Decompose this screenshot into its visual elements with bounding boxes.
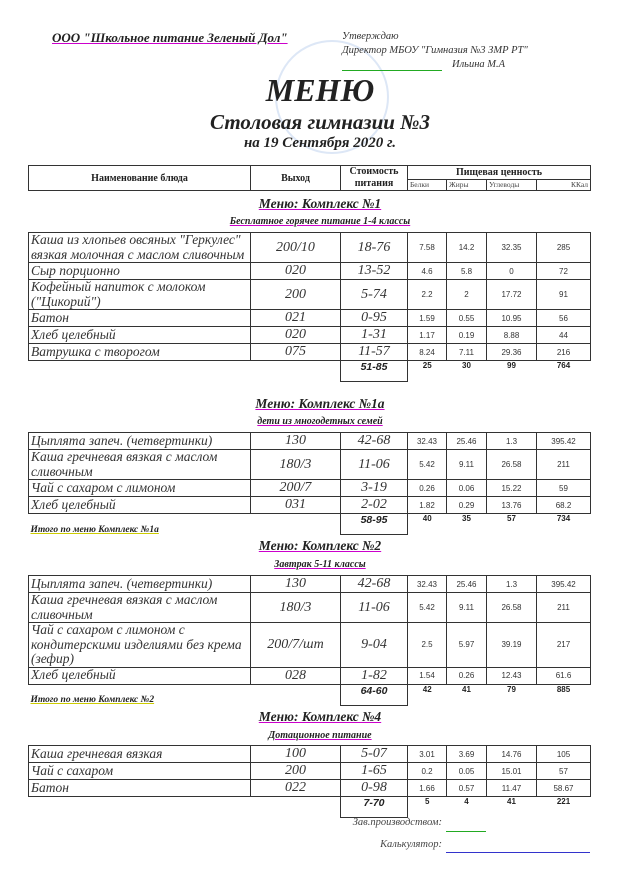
header-output: Выход <box>251 166 341 191</box>
dish-carbs: 39.19 <box>487 623 537 668</box>
production-head-label: Зав.производством: <box>352 817 442 828</box>
table-row <box>29 310 591 327</box>
dish-kcal: 56 <box>537 310 591 327</box>
dish-protein: 2.5 <box>408 623 447 668</box>
dish-protein: 7.58 <box>408 233 447 263</box>
dish-name: Кофейный напиток с молоком ("Цикорий") <box>29 280 251 310</box>
dish-kcal: 68.2 <box>537 497 591 514</box>
dish-output: 031 <box>251 497 341 514</box>
total-fat: 30 <box>462 361 471 370</box>
total-kcal: 221 <box>556 797 571 806</box>
page-subtitle: Столовая гимназии №3 <box>210 110 430 134</box>
total-fat: 35 <box>462 514 471 523</box>
dish-output: 200/7/шт <box>251 623 341 668</box>
dish-output: 130 <box>251 433 341 450</box>
dish-cost: 9-04 <box>341 623 408 668</box>
total-carbs: 41 <box>507 797 516 806</box>
menu-table <box>28 745 591 818</box>
dish-cost: 5-07 <box>341 746 408 763</box>
dish-name: Чай с сахаром с лимоном <box>29 480 251 497</box>
dish-output: 180/3 <box>251 593 341 623</box>
total-protein: 40 <box>422 514 432 523</box>
dish-kcal: 61.6 <box>537 667 591 684</box>
section-title <box>0 538 640 554</box>
dish-name: Ватрушка с творогом <box>29 344 251 361</box>
dish-cost: 0-98 <box>341 780 408 797</box>
production-head-signature-line <box>446 831 486 832</box>
dish-carbs: 0 <box>487 263 537 280</box>
total-label <box>29 797 341 818</box>
dish-name: Каша гречневая вязкая с маслом сливочным <box>29 450 251 480</box>
dish-kcal: 105 <box>537 746 591 763</box>
dish-output: 180/3 <box>251 450 341 480</box>
dish-cost: 1-65 <box>341 763 408 780</box>
dish-cost: 2-02 <box>341 497 408 514</box>
total-fat: 4 <box>464 797 469 806</box>
dish-protein: 8.24 <box>408 344 447 361</box>
header-carbs: Углеводы <box>487 179 537 190</box>
dish-fat: 5.97 <box>447 623 487 668</box>
dish-output: 200/7 <box>251 480 341 497</box>
header-name: Наименование блюда <box>29 166 251 191</box>
dish-protein: 1.59 <box>408 310 447 327</box>
menu-date: на 19 Сентября 2020 г. <box>243 135 397 151</box>
dish-name: Батон <box>29 780 251 797</box>
section-subtitle-text: дети из многодетных семей <box>257 416 383 427</box>
table-row <box>29 497 591 514</box>
total-protein: 42 <box>422 684 432 694</box>
dish-name: Хлеб целебный <box>29 497 251 514</box>
dish-kcal: 44 <box>537 327 591 344</box>
dish-fat: 0.26 <box>447 667 487 684</box>
dish-protein: 1.66 <box>408 780 447 797</box>
table-row <box>29 280 591 310</box>
dish-fat: 0.06 <box>447 480 487 497</box>
total-row <box>29 514 591 535</box>
dish-carbs: 12.43 <box>487 667 537 684</box>
section-subtitle-text: Бесплатное горячее питание 1-4 классы <box>229 216 411 227</box>
dish-output: 021 <box>251 310 341 327</box>
table-row <box>29 667 591 684</box>
approver-name: Ильина М.А <box>452 59 506 70</box>
dish-output: 075 <box>251 344 341 361</box>
dish-kcal: 217 <box>537 623 591 668</box>
dish-output: 020 <box>251 327 341 344</box>
approver-position: Директор МБОУ "Гимназия №3 ЗМР РТ" <box>342 45 528 56</box>
dish-protein: 2.2 <box>408 280 447 310</box>
dish-kcal: 216 <box>537 344 591 361</box>
dish-cost: 1-31 <box>341 327 408 344</box>
dish-protein: 3.01 <box>408 746 447 763</box>
dish-name: Батон <box>29 310 251 327</box>
dish-protein: 5.42 <box>408 593 447 623</box>
menu-table <box>28 432 591 535</box>
dish-output: 200/10 <box>251 233 341 263</box>
dish-name: Чай с сахаром с лимоном с кондитерскими изделиями без крема (зефир) <box>29 623 251 668</box>
dish-carbs: 15.22 <box>487 480 537 497</box>
dish-name: Каша из хлопьев овсяных "Геркулес" вязкая молочная с маслом сливочным <box>29 233 251 263</box>
section-title-text: Меню: Комплекс №2 <box>258 538 382 553</box>
dish-fat: 25.46 <box>447 576 487 593</box>
dish-name: Каша гречневая вязкая <box>29 746 251 763</box>
dish-output: 022 <box>251 780 341 797</box>
dish-cost: 42-68 <box>341 433 408 450</box>
dish-fat: 0.57 <box>447 780 487 797</box>
total-kcal: 764 <box>556 361 571 370</box>
dish-protein: 1.54 <box>408 667 447 684</box>
dish-carbs: 26.58 <box>487 593 537 623</box>
dish-protein: 5.42 <box>408 450 447 480</box>
dish-fat: 0.19 <box>447 327 487 344</box>
header-fat: Жиры <box>447 179 487 190</box>
section-title <box>0 396 640 412</box>
dish-carbs: 29.36 <box>487 344 537 361</box>
dish-kcal: 285 <box>537 233 591 263</box>
dish-cost: 5-74 <box>341 280 408 310</box>
total-row <box>29 361 591 382</box>
dish-carbs: 13.76 <box>487 497 537 514</box>
table-row <box>29 593 591 623</box>
dish-name: Цыплята запеч. (четвертинки) <box>29 576 251 593</box>
dish-cost: 11-06 <box>341 450 408 480</box>
dish-carbs: 1.3 <box>487 433 537 450</box>
header-kcal: ККал <box>537 179 591 190</box>
total-carbs: 79 <box>507 684 516 694</box>
dish-kcal: 211 <box>537 593 591 623</box>
total-carbs: 99 <box>507 361 516 370</box>
section-subtitle <box>0 730 640 741</box>
dish-fat: 14.2 <box>447 233 487 263</box>
section-title-text: Меню: Комплекс №1 <box>258 196 382 211</box>
dish-cost: 18-76 <box>341 233 408 263</box>
total-carbs: 57 <box>507 514 516 523</box>
dish-carbs: 11.47 <box>487 780 537 797</box>
dish-fat: 2 <box>447 280 487 310</box>
dish-output: 200 <box>251 763 341 780</box>
total-fat: 41 <box>462 684 471 694</box>
dish-output: 130 <box>251 576 341 593</box>
dish-kcal: 59 <box>537 480 591 497</box>
dish-fat: 7.11 <box>447 344 487 361</box>
organization-name: ООО "Школьное питание Зеленый Дол" <box>52 30 288 45</box>
dish-carbs: 17.72 <box>487 280 537 310</box>
dish-cost: 1-82 <box>341 667 408 684</box>
dish-protein: 32.43 <box>408 433 447 450</box>
approve-label: Утверждаю <box>342 31 399 42</box>
dish-fat: 3.69 <box>447 746 487 763</box>
calculator-label: Калькулятор: <box>380 839 442 850</box>
total-kcal: 734 <box>556 514 571 523</box>
dish-carbs: 32.35 <box>487 233 537 263</box>
total-cost: 7-70 <box>341 797 408 818</box>
header-nutrition: Пищевая ценность <box>408 166 591 180</box>
total-row <box>29 684 591 705</box>
dish-protein: 1.17 <box>408 327 447 344</box>
dish-cost: 42-68 <box>341 576 408 593</box>
calculator-signature-line <box>446 852 590 853</box>
table-row <box>29 450 591 480</box>
table-row <box>29 623 591 668</box>
dish-carbs: 1.3 <box>487 576 537 593</box>
dish-carbs: 8.88 <box>487 327 537 344</box>
menu-table <box>28 232 591 382</box>
dish-name: Цыплята запеч. (четвертинки) <box>29 433 251 450</box>
section-subtitle <box>0 559 640 570</box>
dish-output: 020 <box>251 263 341 280</box>
total-protein: 25 <box>422 361 432 370</box>
table-row <box>29 344 591 361</box>
page-title: МЕНЮ <box>265 72 375 108</box>
section-subtitle-text: Дотационное питание <box>268 730 372 741</box>
header-protein: Белки <box>408 179 447 190</box>
table-row <box>29 763 591 780</box>
dish-carbs: 26.58 <box>487 450 537 480</box>
total-row <box>29 797 591 818</box>
section-title <box>0 196 640 212</box>
section-subtitle <box>0 416 640 427</box>
total-cost: 58-95 <box>341 514 408 535</box>
dish-cost: 11-06 <box>341 593 408 623</box>
dish-fat: 9.11 <box>447 593 487 623</box>
dish-fat: 0.29 <box>447 497 487 514</box>
section-title-text: Меню: Комплекс №4 <box>258 709 382 724</box>
dish-name: Хлеб целебный <box>29 327 251 344</box>
dish-carbs: 14.76 <box>487 746 537 763</box>
dish-kcal: 57 <box>537 763 591 780</box>
column-header-table <box>28 165 591 191</box>
dish-fat: 25.46 <box>447 433 487 450</box>
dish-cost: 13-52 <box>341 263 408 280</box>
header-cost: Стоимость питания <box>341 166 408 191</box>
dish-fat: 0.55 <box>447 310 487 327</box>
dish-cost: 3-19 <box>341 480 408 497</box>
section-subtitle <box>0 216 640 227</box>
dish-kcal: 395.42 <box>537 433 591 450</box>
dish-name: Чай с сахаром <box>29 763 251 780</box>
table-row <box>29 327 591 344</box>
section-title <box>0 709 640 725</box>
dish-protein: 4.6 <box>408 263 447 280</box>
table-row <box>29 233 591 263</box>
total-kcal: 885 <box>556 684 571 694</box>
dish-protein: 32.43 <box>408 576 447 593</box>
table-row <box>29 480 591 497</box>
dish-fat: 5.8 <box>447 263 487 280</box>
total-protein: 5 <box>425 797 430 806</box>
table-row <box>29 433 591 450</box>
approver-signature-line <box>342 70 442 71</box>
total-label <box>29 361 341 382</box>
dish-carbs: 15.01 <box>487 763 537 780</box>
dish-carbs: 10.95 <box>487 310 537 327</box>
dish-fat: 0.05 <box>447 763 487 780</box>
section-title-text: Меню: Комплекс №1а <box>255 396 385 411</box>
menu-table <box>28 575 591 706</box>
dish-name: Хлеб целебный <box>29 667 251 684</box>
dish-kcal: 211 <box>537 450 591 480</box>
dish-name: Каша гречневая вязкая с маслом сливочным <box>29 593 251 623</box>
dish-protein: 0.26 <box>408 480 447 497</box>
table-row <box>29 780 591 797</box>
dish-output: 100 <box>251 746 341 763</box>
dish-output: 028 <box>251 667 341 684</box>
dish-fat: 9.11 <box>447 450 487 480</box>
dish-name: Сыр порционно <box>29 263 251 280</box>
table-row <box>29 746 591 763</box>
table-row <box>29 576 591 593</box>
total-cost: 51-85 <box>341 361 408 382</box>
dish-kcal: 91 <box>537 280 591 310</box>
dish-kcal: 58.67 <box>537 780 591 797</box>
dish-cost: 0-95 <box>341 310 408 327</box>
total-label: Итого по меню Комплекс №1а <box>30 524 159 535</box>
total-label: Итого по меню Комплекс №2 <box>30 695 155 705</box>
dish-output: 200 <box>251 280 341 310</box>
dish-protein: 1.82 <box>408 497 447 514</box>
dish-protein: 0.2 <box>408 763 447 780</box>
total-cost: 64-60 <box>341 684 408 705</box>
dish-kcal: 395.42 <box>537 576 591 593</box>
section-subtitle-text: Завтрак 5-11 классы <box>274 559 366 570</box>
dish-kcal: 72 <box>537 263 591 280</box>
dish-cost: 11-57 <box>341 344 408 361</box>
table-row <box>29 263 591 280</box>
